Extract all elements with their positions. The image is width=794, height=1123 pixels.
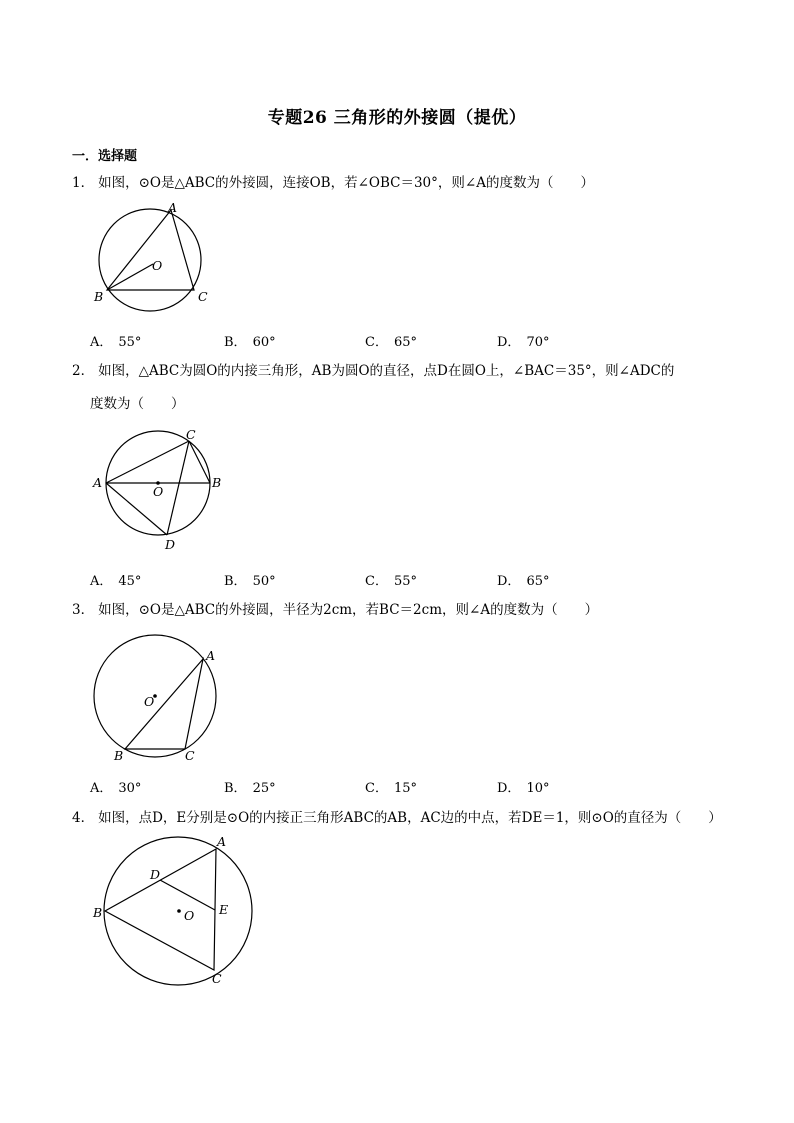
label-c: C (198, 289, 208, 304)
question-number: 3． (72, 602, 95, 618)
option-a[interactable]: A． 55° (90, 335, 142, 350)
center-dot (177, 909, 181, 913)
label-b: B (114, 748, 124, 763)
option-b[interactable]: B． 50° (224, 574, 276, 589)
segment-de (160, 880, 215, 910)
section-heading: 一．选择题 (72, 149, 138, 164)
question-stem: 如图，点D，E分别是⊙O的内接正三角形ABC的AB，AC边的中点，若DE＝1，则⊙O的直径为（ ） (98, 810, 722, 826)
option-d[interactable]: D． 65° (497, 574, 550, 589)
option-b[interactable]: B． 25° (224, 781, 276, 796)
label-e: E (219, 902, 229, 917)
label-c: C (186, 427, 196, 442)
question-stem-continued: 度数为（ ） (90, 396, 185, 412)
question-1 (72, 173, 732, 193)
triangle-abc (105, 849, 216, 970)
question-number: 1． (72, 175, 95, 191)
option-a[interactable]: A． 30° (90, 781, 142, 796)
label-a: A (217, 834, 227, 849)
label-o: O (144, 694, 155, 709)
options-q2 (90, 570, 650, 588)
option-d[interactable]: D． 70° (497, 335, 550, 350)
figure-q4 (90, 832, 280, 997)
label-a: A (206, 648, 216, 663)
segment-bc (189, 441, 210, 483)
options-q3 (90, 777, 650, 795)
option-c[interactable]: C． 65° (365, 335, 417, 350)
question-4 (72, 808, 732, 828)
question-stem: 如图，⊙O是△ABC的外接圆，连接OB，若∠OBC＝30°，则∠A的度数为（ ） (98, 175, 594, 191)
label-d: D (165, 537, 176, 552)
figure-q3 (90, 640, 230, 765)
question-3 (72, 600, 732, 620)
question-number: 2． (72, 363, 95, 379)
triangle-abc (107, 210, 194, 290)
question-2 (72, 361, 732, 381)
option-c[interactable]: C． 55° (365, 574, 417, 589)
label-b: B (212, 475, 222, 490)
segment-ac (106, 441, 189, 483)
label-c: C (212, 971, 222, 986)
option-a[interactable]: A． 45° (90, 574, 142, 589)
question-stem: 如图，△ABC为圆O的内接三角形，AB为圆O的直径，点D在圆O上，∠BAC＝35°，则∠ADC的 (98, 363, 675, 379)
label-b: B (93, 905, 103, 920)
option-c[interactable]: C． 15° (365, 781, 417, 796)
label-o: O (184, 908, 195, 923)
label-o: O (153, 484, 164, 499)
segment-cd (167, 441, 189, 535)
label-c: C (185, 748, 195, 763)
option-d[interactable]: D． 10° (497, 781, 550, 796)
segment-ob (107, 264, 153, 290)
label-a: A (168, 200, 178, 215)
option-b[interactable]: B． 60° (224, 335, 276, 350)
question-stem: 如图，⊙O是△ABC的外接圆，半径为2cm，若BC＝2cm，则∠A的度数为（ ） (98, 602, 599, 618)
triangle-abc (125, 659, 203, 749)
label-d: D (150, 867, 161, 882)
label-a: A (93, 475, 103, 490)
label-o: O (152, 258, 163, 273)
options-q1 (90, 331, 650, 349)
question-number: 4． (72, 810, 95, 826)
page-title: 专题26 三角形的外接圆（提优） (267, 108, 527, 128)
figure-q1 (90, 200, 220, 310)
figure-q2 (90, 425, 230, 555)
label-b: B (94, 289, 104, 304)
